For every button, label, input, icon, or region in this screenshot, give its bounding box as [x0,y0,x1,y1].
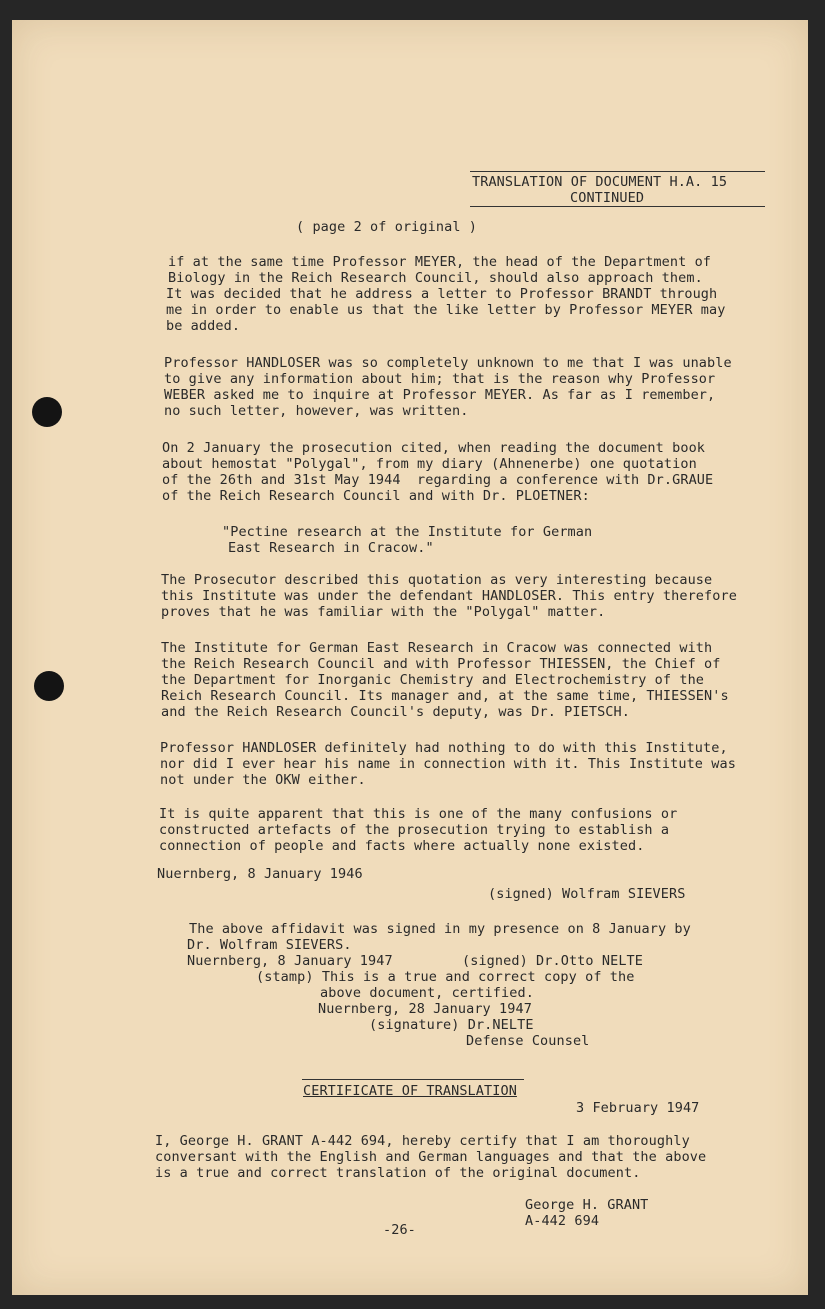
paragraph-line: Professor HANDLOSER definitely had nothing to do with this Institute, [160,740,728,756]
paragraph-line: me in order to enable us that the like letter by Professor MEYER may [166,302,726,318]
continued-label: CONTINUED [570,190,645,206]
translator-name: George H. GRANT [525,1197,649,1213]
place-date: Nuernberg, 8 January 1946 [157,866,363,882]
paragraph-line: and the Reich Research Council's deputy, was Dr. PIETSCH. [161,704,630,720]
paragraph-line: be added. [166,318,241,334]
punch-hole [32,397,62,427]
affidavit-line: Nuernberg, 28 January 1947 [318,1001,532,1017]
paragraph-line: WEBER asked me to inquire at Professor MEYER. As far as I remember, [164,387,716,403]
paragraph-line: if at the same time Professor MEYER, the head of the Department of [168,254,712,270]
paragraph-line: connection of people and facts where actually none existed. [159,838,645,854]
paragraph-line: this Institute was under the defendant HANDLOSER. This entry therefore [161,588,737,604]
paragraph-line: the Reich Research Council and with Professor THIESSEN, the Chief of [161,656,721,672]
header-rule-bottom [470,206,765,207]
page-note: ( page 2 of original ) [296,219,478,235]
paragraph-line: nor did I ever hear his name in connection with it. This Institute was [160,756,736,772]
header-rule-top [470,171,765,172]
paragraph-line: the Department for Inorganic Chemistry and Electrochemistry of the [161,672,705,688]
paragraph-line: proves that he was familiar with the "Polygal" matter. [161,604,606,620]
paragraph-line: The Institute for German East Research in Cracow was connected with [161,640,713,656]
paragraph-line: not under the OKW either. [160,772,366,788]
document-title: TRANSLATION OF DOCUMENT H.A. 15 [472,174,728,190]
paragraph-line: It was decided that he address a letter to Professor BRANDT through [166,286,718,302]
certificate-body-line: I, George H. GRANT A-442 694, hereby certify that I am thoroughly [155,1133,690,1149]
certificate-body-line: conversant with the English and German languages and that the above [155,1149,707,1165]
certificate-title: CERTIFICATE OF TRANSLATION [303,1083,517,1099]
paragraph-line: of the 26th and 31st May 1944 regarding a conference with Dr.GRAUE [162,472,714,488]
paragraph-line: Professor HANDLOSER was so completely unknown to me that I was unable [164,355,732,371]
translator-id: A-442 694 [525,1213,600,1229]
punch-hole [34,671,64,701]
affidavit-line: Defense Counsel [466,1033,590,1049]
quotation-line: East Research in Cracow." [228,540,434,556]
stamp-line: (stamp) This is a true and correct copy of the [256,969,635,985]
paragraph-line: constructed artefacts of the prosecution trying to establish a [159,822,670,838]
page-number: -26- [383,1222,416,1238]
affidavit-line: Nuernberg, 8 January 1947 [187,953,393,969]
affidavit-line: (signature) Dr.NELTE [369,1017,534,1033]
affidavit-line: The above affidavit was signed in my presence on 8 January by [189,921,691,937]
certificate-body-line: is a true and correct translation of the original document. [155,1165,641,1181]
certificate-date: 3 February 1947 [576,1100,700,1116]
paragraph-line: The Prosecutor described this quotation as very interesting because [161,572,713,588]
certificate-rule [302,1079,524,1080]
paragraph-line: of the Reich Research Council and with Dr. PLOETNER: [162,488,590,504]
paragraph-line: about hemostat "Polygal", from my diary (Ahnenerbe) one quotation [162,456,697,472]
paragraph-line: no such letter, however, was written. [164,403,469,419]
paragraph-line: It is quite apparent that this is one of the many confusions or [159,806,678,822]
paragraph-line: to give any information about him; that is the reason why Professor [164,371,716,387]
nelte-signature: (signed) Dr.Otto NELTE [462,953,644,969]
paragraph-line: On 2 January the prosecution cited, when reading the document book [162,440,706,456]
affidavit-line: above document, certified. [320,985,534,1001]
sievers-signature: (signed) Wolfram SIEVERS [488,886,686,902]
affidavit-line: Dr. Wolfram SIEVERS. [187,937,352,953]
paragraph-line: Biology in the Reich Research Council, should also approach them. [168,270,703,286]
paragraph-line: Reich Research Council. Its manager and, at the same time, THIESSEN's [161,688,729,704]
quotation-line: "Pectine research at the Institute for German [222,524,593,540]
